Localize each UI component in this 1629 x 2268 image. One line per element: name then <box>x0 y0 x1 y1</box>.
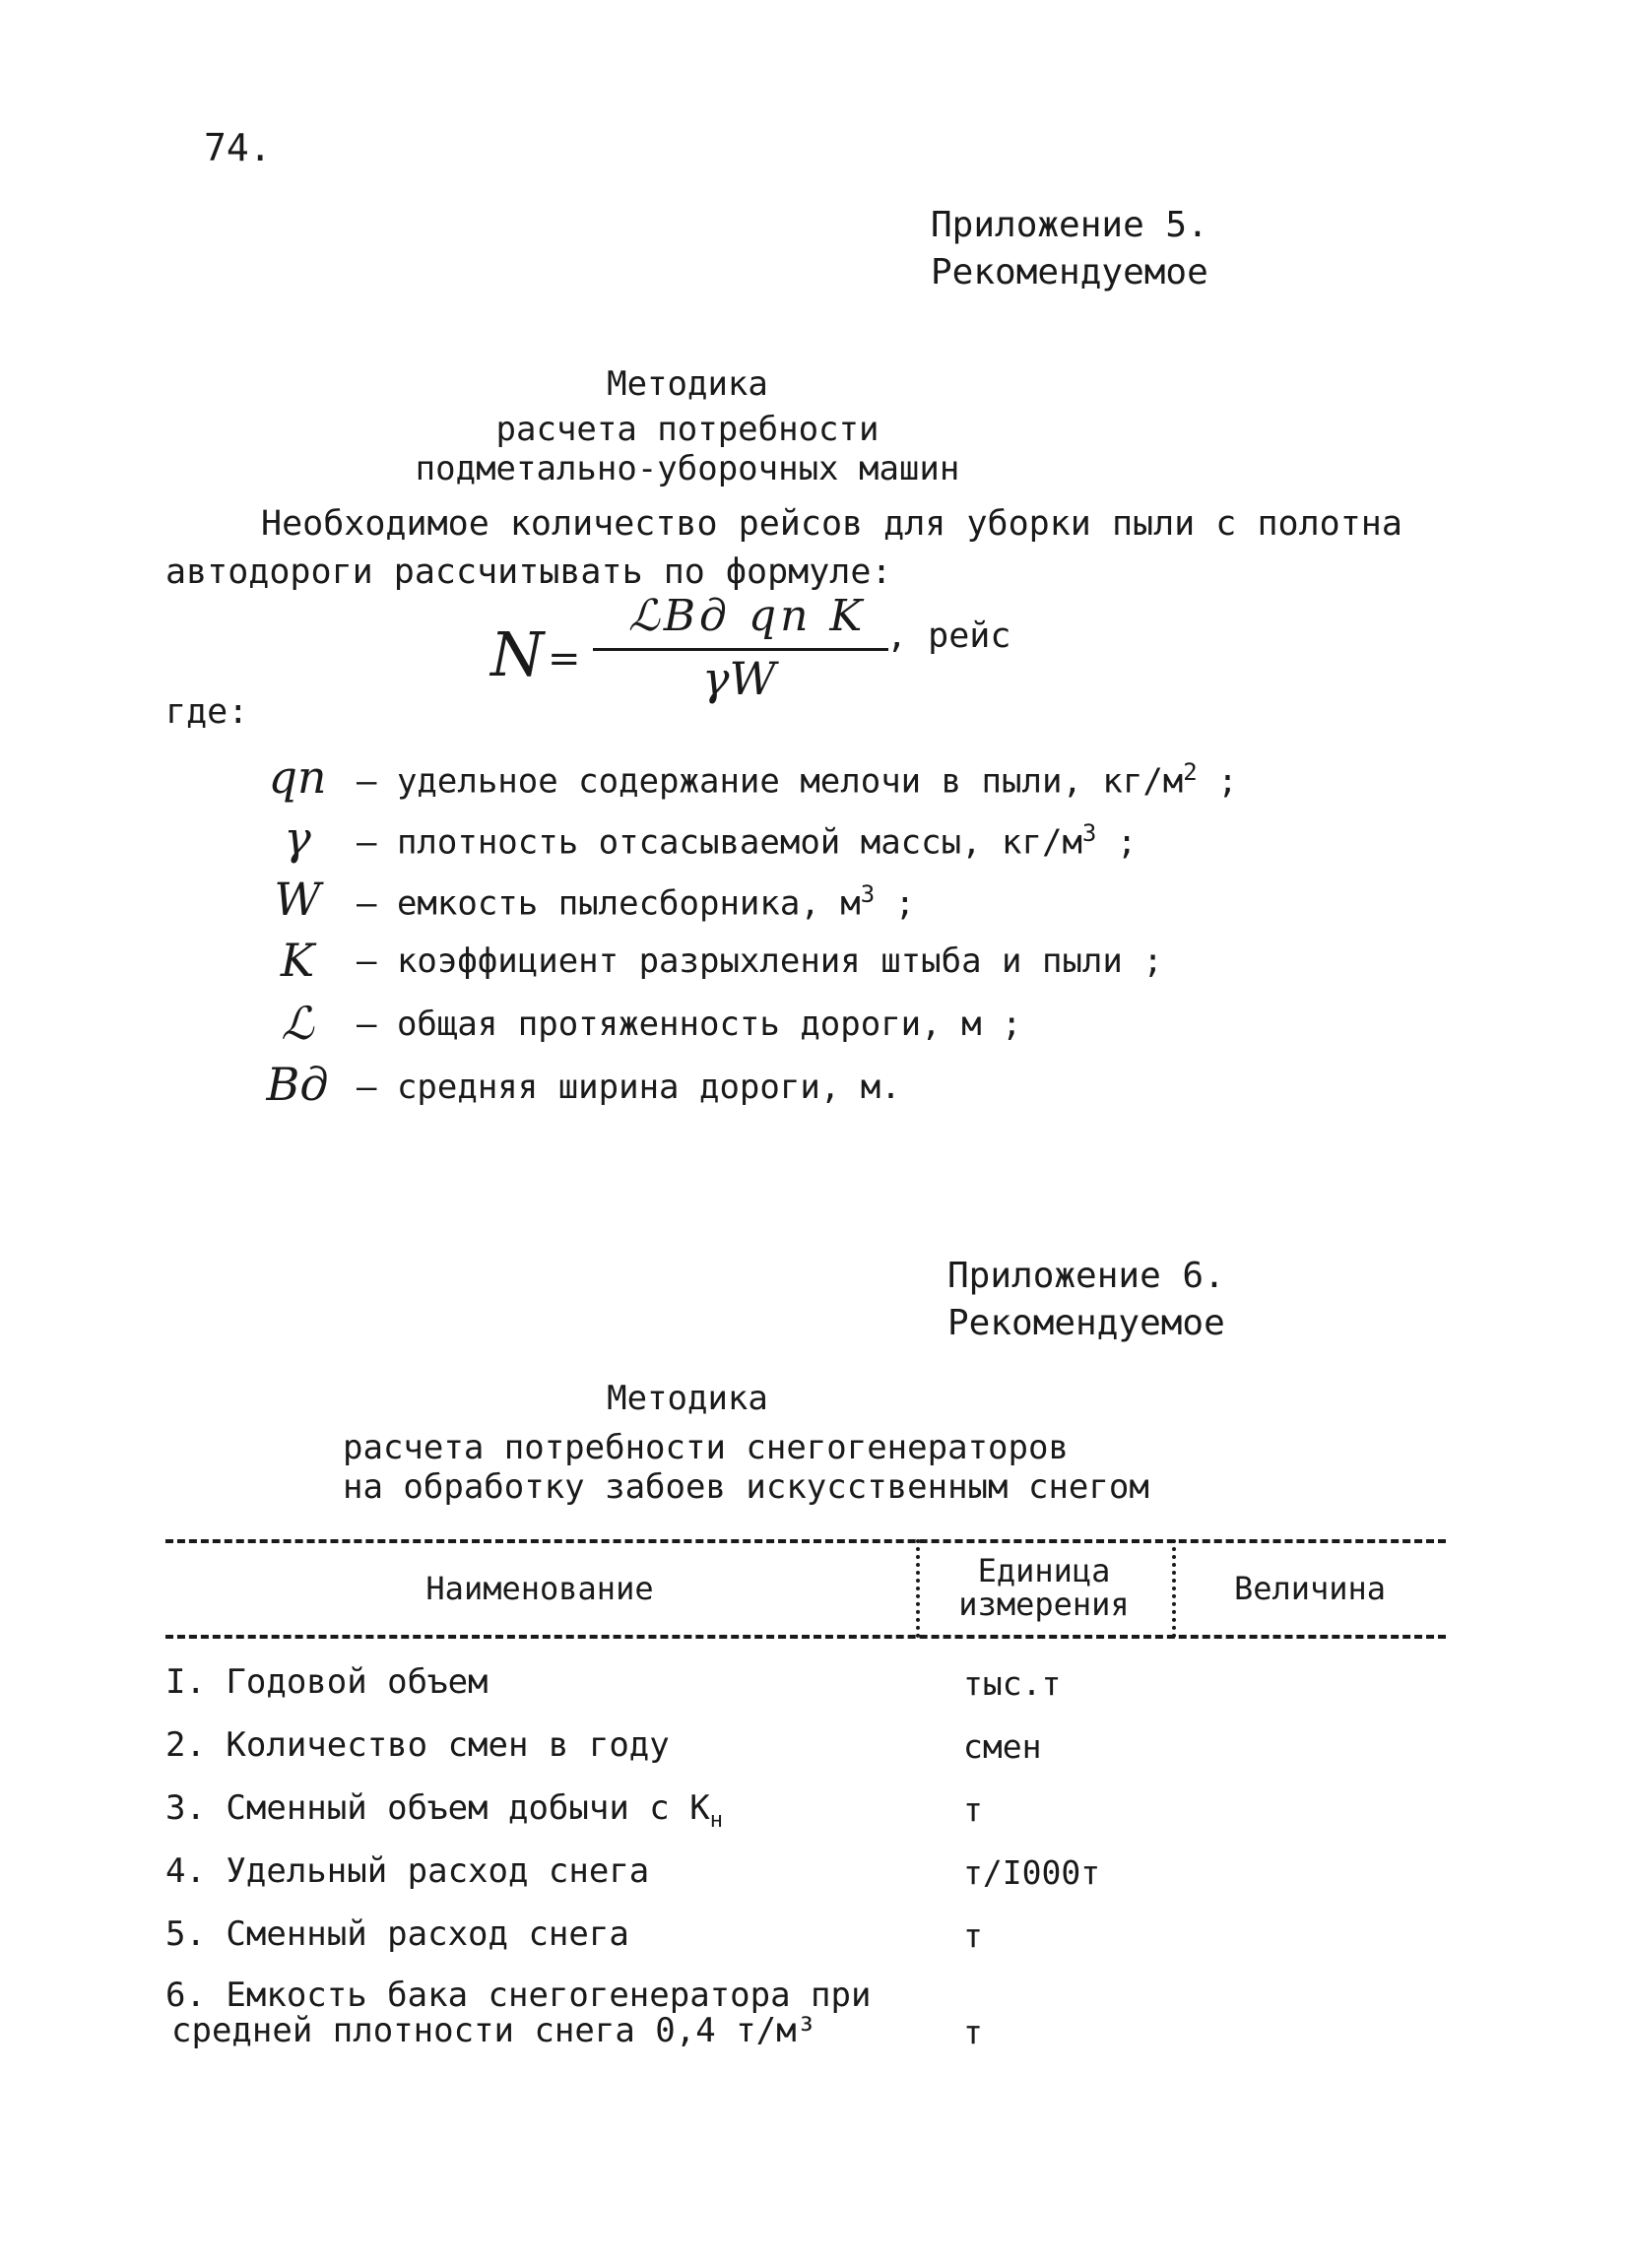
header-name: Наименование <box>425 1570 654 1607</box>
definition-text: – общая протяженность дороги, м ; <box>357 1004 1022 1044</box>
appendix-6-header <box>947 1253 1225 1347</box>
formula-numerator: ℒBд qп K <box>628 591 867 641</box>
formula-unit: , рейс <box>886 616 1011 656</box>
appendix-5-title-line2: расчета потребности <box>495 410 880 449</box>
row-name: 4. Удельный расход снега <box>165 1851 650 1891</box>
appendix-5-title-line1: Методика <box>607 364 768 404</box>
where-label: где: <box>165 692 249 732</box>
definition-text: – удельное содержание мелочи в пыли, $кг/м^2$ ; <box>357 758 1238 802</box>
row-unit: т/I000т <box>963 1853 1101 1892</box>
definition-symbol: qп <box>268 750 327 804</box>
row-name: 3. Сменный объем добычи с $K_н$ <box>165 1788 723 1833</box>
appendix-5-status: Рекомендуемое <box>931 252 1208 292</box>
formula-equals: = <box>548 636 581 681</box>
appendix-6-title-line1: Методика <box>607 1379 768 1418</box>
formula <box>490 591 1042 739</box>
appendix-6-status: Рекомендуемое <box>947 1303 1225 1343</box>
header-unit: Единица измерения <box>958 1552 1130 1623</box>
row-unit: тыс.т <box>963 1664 1062 1703</box>
row-name: 5. Сменный расход снега <box>165 1914 629 1954</box>
appendix-6-label: Приложение 6. <box>947 1256 1225 1296</box>
table-top-rule <box>165 1539 1446 1543</box>
table-header-rule <box>165 1635 1446 1639</box>
appendix-5-label: Приложение 5. <box>931 205 1208 245</box>
appendix-5-title-line3: подметально-уборочных машин <box>415 449 960 488</box>
column-divider <box>1172 1539 1176 1638</box>
definition-symbol: Bд <box>266 1058 329 1111</box>
definition-text: – средняя ширина дороги, м. <box>357 1068 901 1107</box>
appendix-6-title-line2: расчета потребности снегогенераторов <box>343 1428 1069 1467</box>
row-name: 2. Количество смен в году <box>165 1725 670 1765</box>
page-number: 74. <box>204 126 272 169</box>
row-unit: смен <box>963 1727 1042 1766</box>
row-name: I. Годовой объем <box>165 1662 489 1702</box>
definition-symbol: γ <box>284 811 311 865</box>
appendix-6-title <box>343 1379 1149 1507</box>
formula-lhs: N <box>490 618 545 690</box>
column-divider <box>916 1539 920 1638</box>
appendix-6-title-line3: на обработку забоев искусственным снегом <box>343 1467 1149 1507</box>
intro-line2: автодороги рассчитывать по формуле: <box>165 552 892 592</box>
definition-symbol: ℒ <box>281 997 314 1050</box>
appendix-5-title <box>343 364 1032 488</box>
definition-symbol: K <box>280 934 315 987</box>
row-unit: т <box>963 2013 983 2051</box>
intro-line1: Необходимое количество рейсов для уборки пыли с полотна <box>261 504 1402 544</box>
definition-symbol: W <box>274 873 321 926</box>
header-value: Величина <box>1233 1570 1387 1607</box>
row-unit: т <box>963 1916 983 1955</box>
fraction-bar <box>593 648 888 651</box>
row-name: 6. Емкость бака снегогенератора при средней плотности снега 0,4 т/м³ <box>165 1976 872 2050</box>
definition-text: – плотность отсасываемой массы, $кг/м^3$ ; <box>357 819 1138 863</box>
definition-text: – емкость пылесборника, $м^3$ ; <box>357 880 916 924</box>
formula-denominator: γW <box>702 652 776 705</box>
definition-text: – коэффициент разрыхления штыба и пыли ; <box>357 941 1163 981</box>
appendix-5-header <box>931 202 1208 296</box>
row-unit: т <box>963 1790 983 1829</box>
